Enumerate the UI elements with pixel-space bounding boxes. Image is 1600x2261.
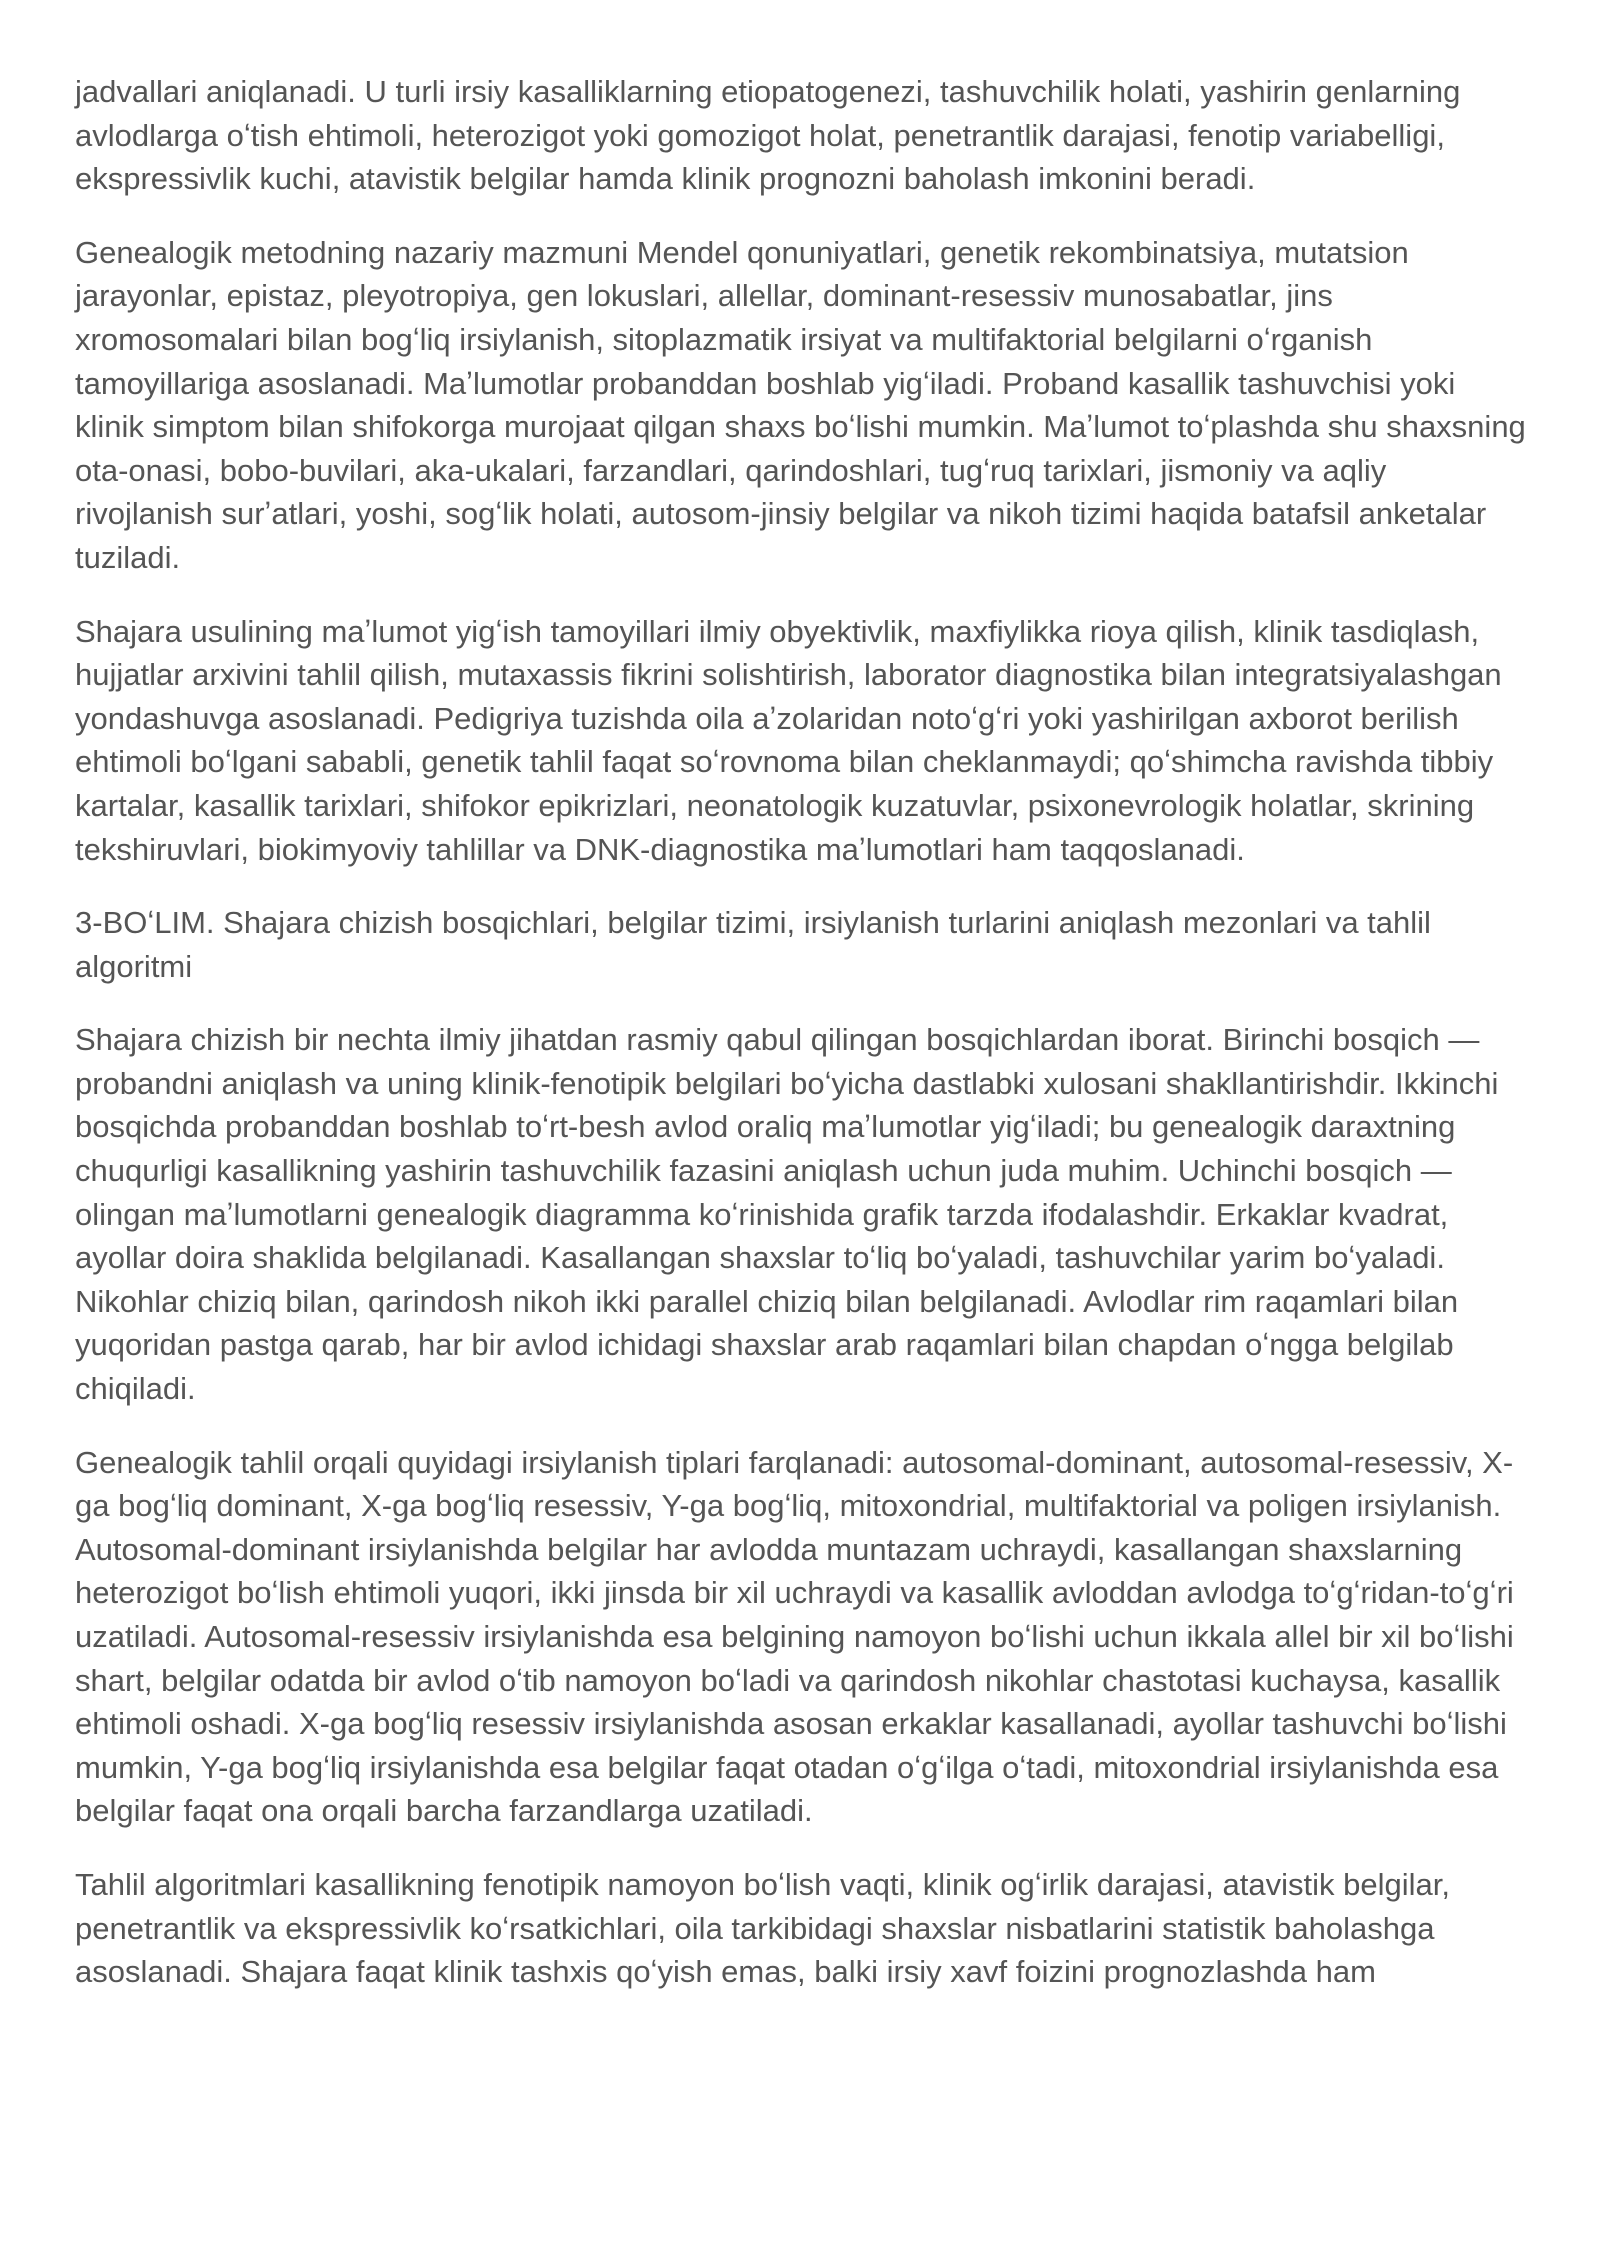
document-page: [75, 70, 1530, 2024]
section-heading: 3-BOʻLIM. Shajara chizish bosqichlari, belgilar tizimi, irsiylanish turlarini aniqlash mezonlari va tahlil algoritmi: [75, 905, 1431, 984]
paragraph-inheritance-types: Genealogik tahlil orqali quyidagi irsiylanish tiplari farqlanadi: autosomal-dominant, autosomal-resessiv, X-ga bogʻliq dominant, X-ga bogʻliq resessiv, Y-ga bogʻliq, mitoxondrial, multifaktorial va poligen irsiylanish. Autosomal-dominant irsiylanishda belgilar har avlodda muntazam uchraydi, kasallangan shaxslarning heterozigot boʻlish ehtimoli yuqori, ikki jinsda bir xil uchraydi va kasallik avloddan avlodga toʻgʻridan-toʻgʻri uzatiladi. Autosomal-resessiv irsiylanishda esa belgining namoyon boʻlishi uchun ikkala allel bir xil boʻlishi shart, belgilar odatda bir avlod oʻtib namoyon boʻladi va qarindosh nikohlar chastotasi kuchaysa, kasallik ehtimoli oshadi. X-ga bogʻliq resessiv irsiylanishda asosan erkaklar kasallanadi, ayollar tashuvchi boʻlishi mumkin, Y-ga bogʻliq irsiylanishda esa belgilar faqat otadan oʻgʻilga oʻtadi, mitoxondrial irsiylanishda esa belgilar faqat ona orqali barcha farzandlarga uzatiladi.: [75, 1444, 1514, 1829]
paragraph-continuation: jadvallari aniqlanadi. U turli irsiy kasalliklarning etiopatogenezi, tashuvchilik holati, yashirin genlarning avlodlarga oʻtish ehtimoli, heterozigot yoki gomozigot holat, penetrantlik darajasi, fenotip variabelligi, ekspressivlik kuchi, atavistik belgilar hamda klinik prognozni baholash imkonini beradi.: [75, 74, 1461, 197]
paragraph-stages: Shajara chizish bir nechta ilmiy jihatdan rasmiy qabul qilingan bosqichlardan iborat. Birinchi bosqich — probandni aniqlash va uning klinik-fenotipik belgilari boʻyicha dastlabki xulosani shakllantirishdir. Ikkinchi bosqichda probanddan boshlab toʻrt-besh avlod oraliq maʼlumotlar yigʻiladi; bu genealogik daraxtning chuqurligi kasallikning yashirin tashuvchilik fazasini aniqlash uchun juda muhim. Uchinchi bosqich — olingan maʼlumotlarni genealogik diagramma koʻrinishida grafik tarzda ifodalashdir. Erkaklar kvadrat, ayollar doira shaklida belgilanadi. Kasallangan shaxslar toʻliq boʻyaladi, tashuvchilar yarim boʻyaladi. Nikohlar chiziq bilan, qarindosh nikoh ikki parallel chiziq bilan belgilanadi. Avlodlar rim raqamlari bilan yuqoridan pastga qarab, har bir avlod ichidagi shaxslar arab raqamlari bilan chapdan oʻngga belgilab chiqiladi.: [75, 1022, 1499, 1407]
paragraph-data-collection: Shajara usulining maʼlumot yigʻish tamoyillari ilmiy obyektivlik, maxfiylikka rioya qilish, klinik tasdiqlash, hujjatlar arxivini tahlil qilish, mutaxassis fikrini solishtirish, laborator diagnostika bilan integratsiyalashgan yondashuvga asoslanadi. Pedigriya tuzishda oila aʼzolaridan notoʻgʻri yoki yashirilgan axborot berilish ehtimoli boʻlgani sababli, genetik tahlil faqat soʻrovnoma bilan cheklanmaydi; qoʻshimcha ravishda tibbiy kartalar, kasallik tarixlari, shifokor epikrizlari, neonatologik kuzatuvlar, psixonevrologik holatlar, skrining tekshiruvlari, biokimyoviy tahlillar va DNK-diagnostika maʼlumotlari ham taqqoslanadi.: [75, 613, 1502, 867]
paragraph-analysis-algorithms: Tahlil algoritmlari kasallikning fenotipik namoyon boʻlish vaqti, klinik ogʻirlik darajasi, atavistik belgilar, penetrantlik va ekspressivlik koʻrsatkichlari, oila tarkibidagi shaxslar nisbatlarini statistik baholashga asoslanadi. Shajara faqat klinik tashxis qoʻyish emas, balki irsiy xavf foizini prognozlashda ham: [75, 1866, 1450, 1990]
paragraph-theory: Genealogik metodning nazariy mazmuni Mendel qonuniyatlari, genetik rekombinatsiya, mutatsion jarayonlar, epistaz, pleyotropiya, gen lokuslari, allellar, dominant-resessiv munosabatlar, jins xromosomalari bilan bogʻliq irsiylanish, sitoplazmatik irsiyat va multifaktorial belgilarni oʻrganish tamoyillariga asoslanadi. Maʼlumotlar probanddan boshlab yigʻiladi. Proband kasallik tashuvchisi yoki klinik simptom bilan shifokorga murojaat qilgan shaxs boʻlishi mumkin. Maʼlumot toʻplashda shu shaxsning ota-onasi, bobo-buvilari, aka-ukalari, farzandlari, qarindoshlari, tugʻruq tarixlari, jismoniy va aqliy rivojlanish surʼatlari, yoshi, sogʻlik holati, autosom-jinsiy belgilar va nikoh tizimi haqida batafsil anketalar tuziladi.: [75, 234, 1526, 575]
